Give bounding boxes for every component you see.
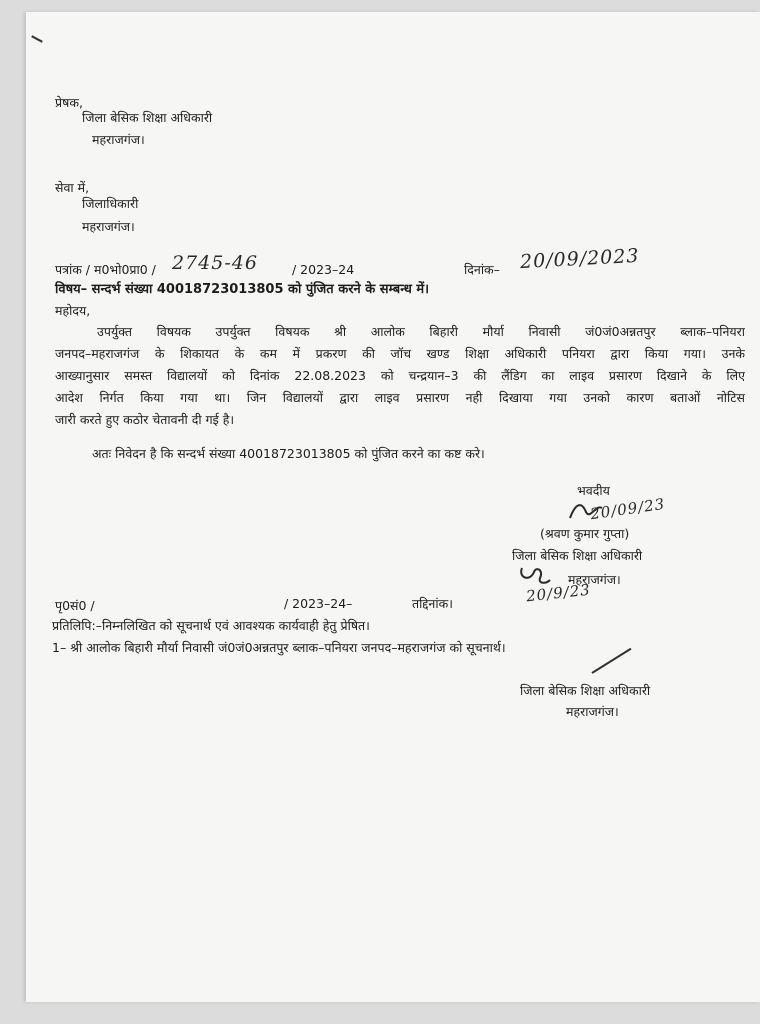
endorsement-designation: जिला बेसिक शिक्षा अधिकारी [520, 683, 651, 698]
request-line: अतः निवेदन है कि सन्दर्भ संख्या 40018723013805 को पुंजित करने का कष्ट करे। [92, 446, 485, 461]
endorsement-place: महराजगंज। [566, 704, 619, 719]
subject-line: विषय– सन्दर्भ संख्या 40018723013805 को पुंजित करने के सम्बन्ध में। [55, 282, 430, 297]
handwritten-signature-date: 20/09/23 [589, 494, 667, 524]
endorsement-ref: पृ0सं0 / [55, 598, 95, 613]
body-line-5: जारी करते हुए कठोर चेतावनी दी गई है। [55, 412, 235, 427]
handwritten-reference-number: 2745-46 [172, 252, 258, 274]
endorsement-date: तद्दिनांक। [412, 596, 453, 611]
salutation: महोदय, [55, 303, 91, 318]
body-line-3: आख्यानुसार समस्त विद्यालयों को दिनांक 22.08.2023 को चन्द्रयान–3 की लैंडिग का लाइव प्रसारण दिखाने के लिए [55, 368, 745, 383]
endorsement-year: / 2023–24– [284, 596, 353, 611]
sender-label: प्रेषक, [55, 95, 83, 110]
body-line-2: जनपद–महराजगंज के शिकायत के कम में प्रकरण की जॉच खण्ड शिक्षा अधिकारी पनियरा द्वारा किया गया। उनके [55, 346, 745, 361]
sender-place: महराजगंज। [92, 132, 145, 147]
signature-closing: भवदीय [577, 483, 610, 498]
recipient-place: महराजगंज। [82, 219, 135, 234]
recipient-label: सेवा में, [55, 180, 90, 195]
reference-prefix: पत्रांक / म0भो0प्रा0 / [55, 262, 156, 277]
body-line-4: आदेश निर्गत किया गया था। जिन विद्यालयों द्वारा लाइव प्रसारण नही दिखाया गया उनको कारण बताओं नोटिस [55, 390, 745, 405]
reference-year: / 2023–24 [292, 262, 355, 277]
endorsement-item-1: 1– श्री आलोक बिहारी मौर्या निवासी जं0जं0अन्नतपुर ब्लाक–पनियरा जनपद–महराजगंज को सूचनार्थ। [52, 640, 506, 655]
signatory-designation: जिला बेसिक शिक्षा अधिकारी [512, 548, 643, 563]
recipient-office: जिलाधिकारी [82, 196, 139, 211]
signature-scribble [566, 498, 606, 524]
reference-date-label: दिनांक– [464, 262, 500, 277]
endorsement-copy-line: प्रतिलिपि:–निम्नलिखित को सूचनार्थ एवं आवश्यक कार्यवाही हेतु प्रेषित। [52, 618, 370, 633]
signatory-place: महराजगंज। [568, 572, 621, 587]
handwritten-reference-date: 20/09/2023 [519, 244, 641, 274]
sender-office: जिला बेसिक शिक्षा अधिकारी [82, 110, 213, 125]
signatory-name: (श्रवण कुमार गुप्ता) [540, 526, 630, 541]
body-line-1: उपर्युक्त विषयक उपर्युक्त विषयक श्री आलोक बिहारी मौर्या निवासी जं0जं0अन्नतपुर ब्लाक–पनियरा [97, 324, 745, 339]
handwritten-initials-note: 20/9/23 [525, 580, 592, 606]
